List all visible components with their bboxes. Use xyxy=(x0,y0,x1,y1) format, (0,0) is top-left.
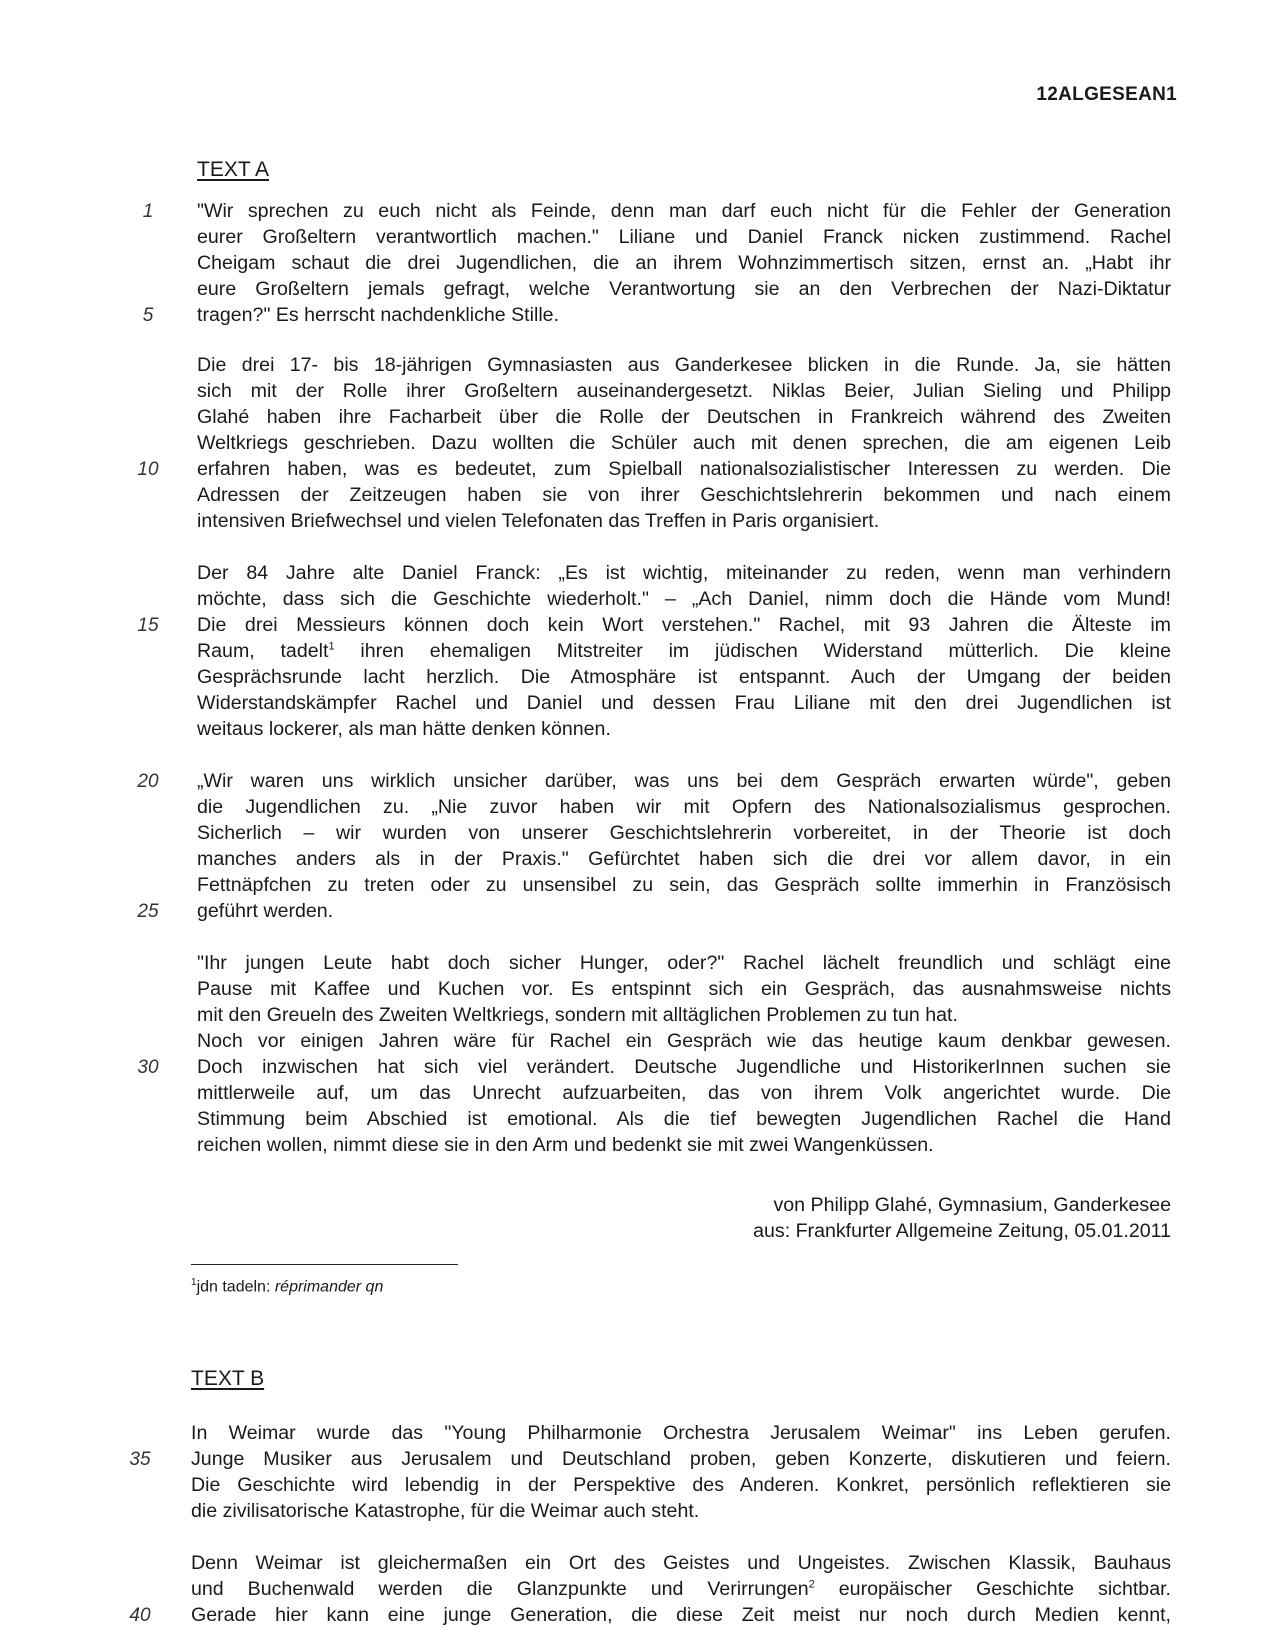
text-a-line: intensiven Briefwechsel und vielen Telefonaten das Treffen in Paris organisiert. xyxy=(197,510,880,532)
text-b-title: TEXT B xyxy=(191,1367,265,1390)
text-a-line: Glahé haben ihre Facharbeit über die Rolle der Deutschen in Frankreich während des Zweiten xyxy=(197,406,1171,428)
text-a-line: sich mit der Rolle ihrer Großeltern auseinandergesetzt. Niklas Beier, Julian Sieling und Philipp xyxy=(197,380,1171,402)
text-a-line: geführt werden. xyxy=(197,900,334,922)
text-a-line: die Jugendlichen zu. „Nie zuvor haben wir mit Opfern des Nationalsozialismus gesprochen. xyxy=(197,796,1171,818)
line-number: 20 xyxy=(137,771,159,792)
text-b-line-end: europäischer Geschichte sichtbar. xyxy=(814,1578,1171,1600)
text-a-line: Die drei Messieurs können doch kein Wort verstehen." Rachel, mit 93 Jahren die Älteste im xyxy=(197,614,1171,636)
text-a-line: reichen wollen, nimmt diese sie in den Arm und bedenkt sie mit zwei Wangenküssen. xyxy=(197,1134,934,1156)
line-number: 15 xyxy=(137,615,159,636)
text-b-line-with-footnote xyxy=(191,1576,1171,1602)
text-b-line: Junge Musiker aus Jerusalem und Deutschland proben, geben Konzerte, diskutieren und feiern. xyxy=(191,1448,1171,1470)
text-a-line: "Ihr jungen Leute habt doch sicher Hunger, oder?" Rachel lächelt freundlich und schlägt eine xyxy=(197,952,1171,974)
text-a-line: weitaus lockerer, als man hätte denken können. xyxy=(197,718,611,740)
text-a-line: manches anders als in der Praxis." Gefürchtet haben sich die drei vor allem davor, in ein xyxy=(197,848,1171,870)
text-a-line-with-footnote xyxy=(197,638,1171,664)
text-b-line: Denn Weimar ist gleichermaßen ein Ort des Geistes und Ungeistes. Zwischen Klassik, Bauhaus xyxy=(191,1552,1171,1574)
text-a-line-start: Raum, tadelt xyxy=(197,640,329,662)
text-a-line: Fettnäpfchen zu treten oder zu unsensibel zu sein, das Gespräch sollte immerhin in Französisch xyxy=(197,874,1171,896)
text-a-title: TEXT A xyxy=(197,158,269,181)
line-number: 1 xyxy=(142,201,154,222)
line-number: 25 xyxy=(137,901,159,922)
line-number: 40 xyxy=(129,1605,151,1626)
text-a-line-end: ihren ehemaligen Mitstreiter im jüdischen Widerstand mütterlich. Die kleine xyxy=(334,640,1171,662)
text-a-line: Cheigam schaut die drei Jugendlichen, die an ihrem Wohnzimmertisch sitzen, ernst an. „Habt ihr xyxy=(197,252,1171,274)
line-number: 35 xyxy=(129,1449,151,1470)
text-a-line: Widerstandskämpfer Rachel und Daniel und dessen Frau Liliane mit den drei Jugendlichen ist xyxy=(197,692,1171,714)
text-a-line: tragen?" Es herrscht nachdenkliche Stille. xyxy=(197,304,560,326)
footnote-translation: réprimander qn xyxy=(274,1278,384,1296)
footnote-divider xyxy=(191,1264,458,1265)
source-publication: aus: Frankfurter Allgemeine Zeitung, 05.01.2011 xyxy=(753,1220,1171,1242)
line-number: 5 xyxy=(142,305,154,326)
text-a-line: eurer Großeltern verantwortlich machen." Liliane und Daniel Franck nicken zustimmend. Rachel xyxy=(197,226,1171,248)
footnote-ref: 2 xyxy=(808,1578,815,1591)
text-a-line: mittlerweile auf, um das Unrecht aufzuarbeiten, das von ihrem Volk angerichtet wurde. Die xyxy=(197,1082,1171,1104)
text-a-line: mit den Greueln des Zweiten Weltkriegs, sondern mit alltäglichen Problemen zu tun hat. xyxy=(197,1004,958,1026)
text-b-line: In Weimar wurde das "Young Philharmonie Orchestra Jerusalem Weimar" ins Leben gerufen. xyxy=(191,1422,1171,1444)
text-a-line: Doch inzwischen hat sich viel verändert. Deutsche Jugendliche und HistorikerInnen suchen sie xyxy=(197,1056,1171,1078)
text-a-line: möchte, dass sich die Geschichte wiederholt." – „Ach Daniel, nimm doch die Hände vom Mund! xyxy=(197,588,1171,610)
text-a-line: "Wir sprechen zu euch nicht als Feinde, denn man darf euch nicht für die Fehler der Generation xyxy=(197,200,1171,222)
document-code: 12ALGESEAN1 xyxy=(1036,84,1177,105)
text-a-line: Die drei 17- bis 18-jährigen Gymnasiasten aus Ganderkesee blicken in die Runde. Ja, sie hätten xyxy=(197,354,1171,376)
line-number: 30 xyxy=(137,1057,159,1078)
footnote-mark: 1 xyxy=(191,1277,197,1288)
text-a-line: Sicherlich – wir wurden von unserer Geschichtslehrerin vorbereitet, in der Theorie ist doch xyxy=(197,822,1171,844)
text-a-line: Stimmung beim Abschied ist emotional. Als die tief bewegten Jugendlichen Rachel die Hand xyxy=(197,1108,1171,1130)
footnote-term: jdn tadeln: xyxy=(196,1278,275,1296)
text-b-line-start: und Buchenwald werden die Glanzpunkte und Verirrungen xyxy=(191,1578,809,1600)
text-a-line: Der 84 Jahre alte Daniel Franck: „Es ist wichtig, miteinander zu reden, wenn man verhindern xyxy=(197,562,1171,584)
text-a-line: Weltkriegs geschrieben. Dazu wollten die Schüler auch mit denen sprechen, die am eigenen Leib xyxy=(197,432,1171,454)
text-a-line: Pause mit Kaffee und Kuchen vor. Es entspinnt sich ein Gespräch, das ausnahmsweise nichts xyxy=(197,978,1171,1000)
text-a-line: Adressen der Zeitzeugen haben sie von ihrer Geschichtslehrerin bekommen und nach einem xyxy=(197,484,1171,506)
text-a-line: Noch vor einigen Jahren wäre für Rachel ein Gespräch wie das heutige kaum denkbar gewesen. xyxy=(197,1030,1171,1052)
text-a-line: erfahren haben, was es bedeutet, zum Spielball nationalsozialistischer Interessen zu werden. Die xyxy=(197,458,1171,480)
line-number: 10 xyxy=(137,459,159,480)
text-a-line: „Wir waren uns wirklich unsicher darüber, was uns bei dem Gespräch erwarten würde", geben xyxy=(197,770,1171,792)
footnote-ref: 1 xyxy=(328,640,335,653)
footnote xyxy=(191,1272,383,1298)
text-b-line: Gerade hier kann eine junge Generation, die diese Zeit meist nur noch durch Medien kennt, xyxy=(191,1604,1171,1626)
source-author: von Philipp Glahé, Gymnasium, Ganderkesee xyxy=(773,1194,1171,1216)
text-a-line: eure Großeltern jemals gefragt, welche Verantwortung sie an den Verbrechen der Nazi-Diktatur xyxy=(197,278,1171,300)
text-b-line: die zivilisatorische Katastrophe, für die Weimar auch steht. xyxy=(191,1500,700,1522)
text-a-line: Gesprächsrunde lacht herzlich. Die Atmosphäre ist entspannt. Auch der Umgang der beiden xyxy=(197,666,1171,688)
text-b-line: Die Geschichte wird lebendig in der Perspektive des Anderen. Konkret, persönlich reflektieren sie xyxy=(191,1474,1171,1496)
